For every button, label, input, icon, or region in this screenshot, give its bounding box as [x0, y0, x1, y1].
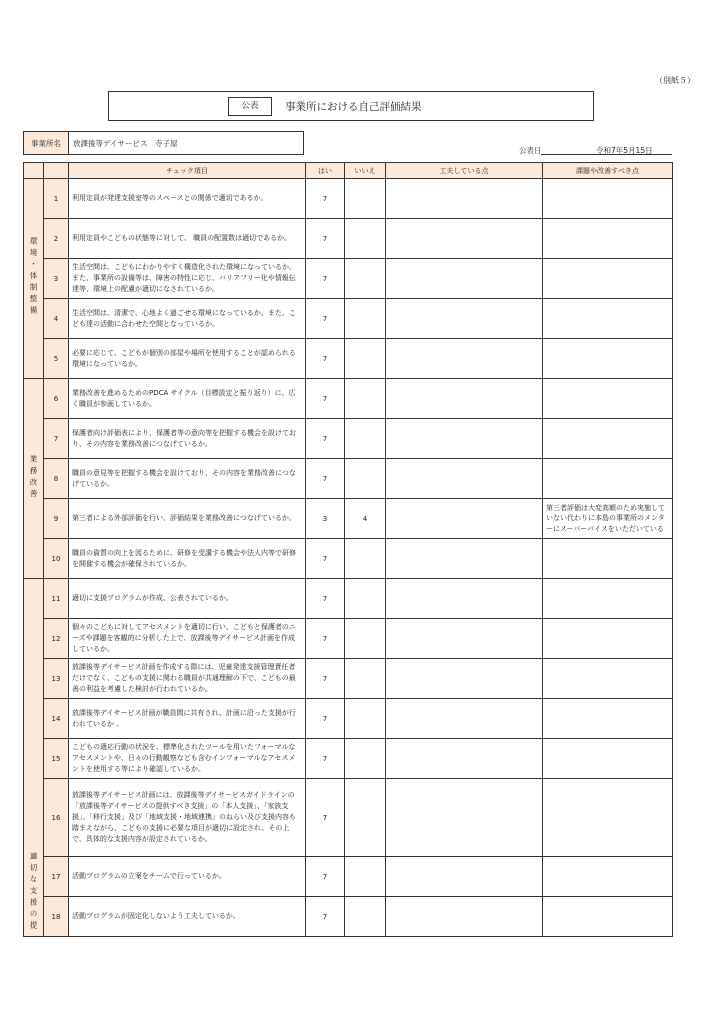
yes-count: 7 [306, 897, 345, 937]
annex-label: （別紙５） [655, 76, 695, 85]
check-item-text: 業務改善を進めるためのPDCA サイクル（目標設定と振り返り）に、広く職員が参画しているか。 [69, 379, 306, 419]
check-item-text: 職員の資質の向上を図るために、研修を受講する機会や法人内等で研修を開催する機会が確保されているか。 [69, 539, 306, 579]
check-item-text: 保護者向け評価表により、保護者等の意向等を把握する機会を設けており、その内容を業務改善につなげているか。 [69, 419, 306, 459]
no-count [345, 539, 386, 579]
row-number: 5 [44, 339, 69, 379]
check-item-text: 個々のこどもに対してアセスメントを適切に行い、こどもと保護者のニーズや課題を客観的に分析した上で、放課後等デイサービス計画を作成しているか。 [69, 619, 306, 659]
no-count [345, 897, 386, 937]
no-count [345, 579, 386, 619]
improvement-notes [543, 739, 673, 779]
table-row [24, 619, 673, 659]
table-header-row [24, 163, 673, 179]
yes-count: 7 [306, 857, 345, 897]
evaluation-table-body [24, 179, 673, 937]
row-number: 3 [44, 259, 69, 299]
check-item-text: 職員の意見等を把握する機会を設けており、その内容を業務改善につなげているか。 [69, 459, 306, 499]
yes-count: 7 [306, 739, 345, 779]
row-number: 18 [44, 897, 69, 937]
no-count [345, 857, 386, 897]
check-item-text: 放課後等デイサービス計画を作成する際には、児童発達支援管理責任者だけでなく、こどもの支援に関わる職員が共通理解の下で、こどもの最善の利益を考慮した検討が行われているか。 [69, 659, 306, 699]
improvement-notes [543, 699, 673, 739]
row-number: 11 [44, 579, 69, 619]
no-count [345, 299, 386, 339]
improvement-notes [543, 179, 673, 219]
improvement-notes [543, 897, 673, 937]
table-row [24, 339, 673, 379]
effort-notes [386, 179, 543, 219]
row-number: 12 [44, 619, 69, 659]
no-header: いいえ [345, 163, 386, 179]
improvement-notes [543, 539, 673, 579]
evaluation-table [23, 162, 673, 937]
row-number: 1 [44, 179, 69, 219]
yes-count: 7 [306, 299, 345, 339]
improvement-notes [543, 579, 673, 619]
yes-count: 7 [306, 539, 345, 579]
check-item-header: チェック項目 [69, 163, 306, 179]
table-row [24, 419, 673, 459]
table-row [24, 659, 673, 699]
check-item-text: 利用定員やこどもの状態等に対して、 職員の配置数は適切であるか。 [69, 219, 306, 259]
table-row [24, 739, 673, 779]
effort-notes [386, 419, 543, 459]
yes-count: 7 [306, 659, 345, 699]
effort-notes [386, 259, 543, 299]
effort-notes [386, 699, 543, 739]
publication-date-label: 公表日 [519, 146, 542, 155]
row-number: 17 [44, 857, 69, 897]
effort-notes [386, 857, 543, 897]
table-row [24, 897, 673, 937]
check-item-text: こどもの適応行動の状況を、標準化されたツールを用いたフォーマルなアセスメントや、日々の行動観察なども含むインフォーマルなアセスメントを使用する等により確認しているか。 [69, 739, 306, 779]
improvement-notes [543, 379, 673, 419]
yes-count: 7 [306, 419, 345, 459]
title-box [108, 91, 594, 121]
yes-count: 7 [306, 459, 345, 499]
category-cell [24, 579, 44, 937]
yes-count: 7 [306, 619, 345, 659]
no-count [345, 379, 386, 419]
table-row [24, 579, 673, 619]
yes-count: 7 [306, 379, 345, 419]
improvement-notes [543, 857, 673, 897]
effort-notes [386, 379, 543, 419]
yes-count: 7 [306, 259, 345, 299]
row-number: 6 [44, 379, 69, 419]
table-row [24, 499, 673, 539]
effort-notes [386, 739, 543, 779]
effort-notes [386, 299, 543, 339]
improvement-notes [543, 419, 673, 459]
effort-notes [386, 499, 543, 539]
table-row [24, 179, 673, 219]
no-count [345, 739, 386, 779]
improvement-notes [543, 779, 673, 857]
effort-notes [386, 619, 543, 659]
row-number: 16 [44, 779, 69, 857]
publication-date: 令和7年5月15日 [596, 146, 653, 155]
no-count [345, 619, 386, 659]
effort-notes [386, 779, 543, 857]
no-count [345, 419, 386, 459]
improvement-notes [543, 659, 673, 699]
effort-notes [386, 897, 543, 937]
effort-notes [386, 459, 543, 499]
row-number: 8 [44, 459, 69, 499]
yes-header: はい [306, 163, 345, 179]
effort-header: 工夫している点 [386, 163, 543, 179]
improvement-notes [543, 299, 673, 339]
row-number: 9 [44, 499, 69, 539]
row-number: 13 [44, 659, 69, 699]
check-item-text: 放課後等デイサービス計画には、放課後等デイサービスガイドラインの「放課後等デイサービスの提供すべき支援」の「本人支援」、「家族支援」、「移行支援」及び「地域支援・地域連携」のねらい及び支援内容も踏まえながら、こどもの支援に必要な項目が適切に設定され、その上で、具体的な支援内容が設定されているか。 [69, 779, 306, 857]
row-number: 2 [44, 219, 69, 259]
office-table [23, 131, 304, 155]
improvement-notes [543, 459, 673, 499]
improvement-header: 課題や改善すべき点 [543, 163, 673, 179]
no-count [345, 179, 386, 219]
improvement-notes [543, 259, 673, 299]
improvement-notes [543, 339, 673, 379]
category-label: 適切な支援の提 [29, 851, 38, 932]
category-header [24, 163, 44, 179]
no-count [345, 259, 386, 299]
check-item-text: 生活空間は、こどもにわかりやすく構造化された環境になっているか。また、事業所の設備等は、障害の特性に応じ、バリアフリー化や情報伝達等、環境上の配慮が適切になされているか。 [69, 259, 306, 299]
check-item-text: 利用定員が発達支援室等のスペースとの関係で適切であるか。 [69, 179, 306, 219]
no-count: 4 [345, 499, 386, 539]
no-count [345, 659, 386, 699]
row-number: 4 [44, 299, 69, 339]
yes-count: 7 [306, 219, 345, 259]
effort-notes [386, 659, 543, 699]
category-label: 業務改善 [29, 454, 38, 501]
check-item-text: 必要に応じて、こどもが個別の部屋や場所を使用することが認められる環境になっているか。 [69, 339, 306, 379]
check-item-text: 放課後等デイサービス計画が職員間に共有され、計画に沿った支援が行われているか 。 [69, 699, 306, 739]
effort-notes [386, 219, 543, 259]
yes-count: 7 [306, 699, 345, 739]
check-item-text: 活動プログラムが固定化しないよう工夫しているか。 [69, 897, 306, 937]
no-count [345, 779, 386, 857]
category-cell [24, 179, 44, 379]
table-row [24, 379, 673, 419]
no-count [345, 219, 386, 259]
improvement-notes [543, 219, 673, 259]
page-title: 事業所における自己評価結果 [285, 101, 422, 113]
table-row [24, 299, 673, 339]
table-row [24, 779, 673, 857]
check-item-text: 生活空間は、清潔で、心地よく過ごせる環境になっているか。また、こども達の活動に合わせた空間となっているか。 [69, 299, 306, 339]
table-row [24, 539, 673, 579]
row-number: 14 [44, 699, 69, 739]
effort-notes [386, 339, 543, 379]
yes-count: 3 [306, 499, 345, 539]
check-item-text: 活動プログラムの立案をチームで行っているか。 [69, 857, 306, 897]
yes-count: 7 [306, 779, 345, 857]
improvement-notes [543, 619, 673, 659]
yes-count: 7 [306, 179, 345, 219]
check-item-text: 第三者による外部評価を行い、評価結果を業務改善につなげているか。 [69, 499, 306, 539]
row-number: 15 [44, 739, 69, 779]
table-row [24, 699, 673, 739]
office-label: 事業所名 [24, 132, 69, 155]
no-count [345, 699, 386, 739]
table-row [24, 857, 673, 897]
table-row [24, 259, 673, 299]
row-number: 7 [44, 419, 69, 459]
no-count [345, 459, 386, 499]
effort-notes [386, 579, 543, 619]
table-row [24, 459, 673, 499]
improvement-notes: 第三者評価は大変高額のため実施していない代わりに本島の事業所のメンターにスーパーバイスをいただいている [543, 499, 673, 539]
table-row [24, 219, 673, 259]
office-name: 放課後等デイサービス 寺子屋 [69, 132, 304, 155]
category-label: 環境・体制整備 [29, 237, 38, 318]
yes-count: 7 [306, 579, 345, 619]
no-count [345, 339, 386, 379]
number-header [44, 163, 69, 179]
yes-count: 7 [306, 339, 345, 379]
category-cell [24, 379, 44, 579]
row-number: 10 [44, 539, 69, 579]
effort-notes [386, 539, 543, 579]
check-item-text: 適切に支援プログラムが作成、公表されているか。 [69, 579, 306, 619]
public-badge: 公表 [228, 97, 272, 116]
